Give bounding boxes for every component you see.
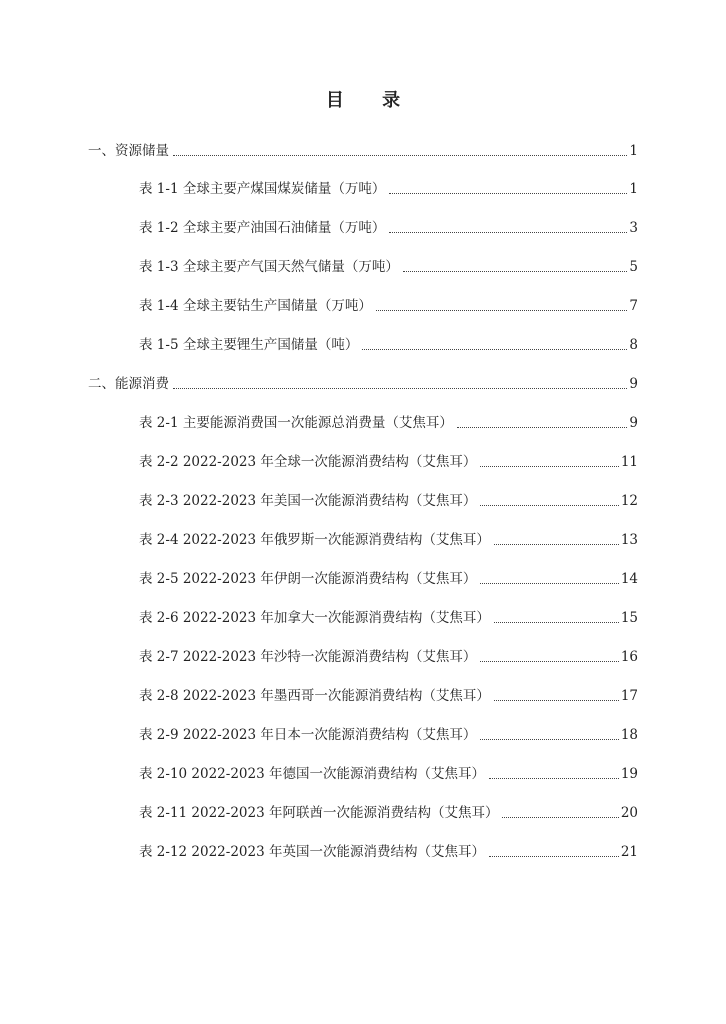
toc-entry-table-2-8[interactable] <box>139 685 638 707</box>
dot-leader <box>494 700 619 701</box>
toc-entry-label: 表 2-12 2022-2023 年英国一次能源消费结构（艾焦耳） <box>139 844 485 860</box>
toc-entry-table-2-3[interactable] <box>139 490 638 512</box>
toc-entry-label: 一、资源储量 <box>88 143 169 159</box>
toc-entry-page: 12 <box>620 493 638 509</box>
toc-entry-label: 表 2-6 2022-2023 年加拿大一次能源消费结构（艾焦耳） <box>139 610 490 626</box>
toc-entry-page: 14 <box>620 571 638 587</box>
toc-entry-label: 表 1-2 全球主要产油国石油储量（万吨） <box>139 220 386 236</box>
toc-entry-table-2-11[interactable] <box>139 802 638 824</box>
toc-entry-page: 16 <box>620 649 638 665</box>
toc-entry-label: 表 2-9 2022-2023 年日本一次能源消费结构（艾焦耳） <box>139 727 477 743</box>
dot-leader <box>480 583 618 584</box>
toc-entry-label: 表 2-11 2022-2023 年阿联酋一次能源消费结构（艾焦耳） <box>139 805 499 821</box>
toc-entry-table-2-6[interactable] <box>139 607 638 629</box>
toc-entry-table-1-2[interactable] <box>139 217 638 239</box>
dot-leader <box>173 155 627 156</box>
toc-entry-label: 表 2-10 2022-2023 年德国一次能源消费结构（艾焦耳） <box>139 766 485 782</box>
toc-entry-page: 20 <box>620 805 638 821</box>
toc-entry-page: 7 <box>629 298 638 314</box>
toc-entry-label: 表 1-5 全球主要锂生产国储量（吨） <box>139 337 359 353</box>
toc-entry-table-2-10[interactable] <box>139 763 638 785</box>
toc-entry-page: 11 <box>620 454 638 470</box>
toc-entry-label: 二、能源消费 <box>88 376 169 392</box>
toc-entry-table-1-5[interactable] <box>139 334 638 356</box>
dot-leader <box>403 271 628 272</box>
toc-entry-page: 1 <box>629 181 638 197</box>
toc-title: 目 录 <box>325 90 417 111</box>
toc-entry-page: 17 <box>620 688 638 704</box>
dot-leader <box>376 310 628 311</box>
dot-leader <box>480 739 618 740</box>
toc-entry-label: 表 2-2 2022-2023 年全球一次能源消费结构（艾焦耳） <box>139 454 477 470</box>
toc-entry-page: 18 <box>620 727 638 743</box>
toc-entry-label: 表 2-5 2022-2023 年伊朗一次能源消费结构（艾焦耳） <box>139 571 477 587</box>
toc-entry-table-2-9[interactable] <box>139 724 638 746</box>
toc-entry-table-1-4[interactable] <box>139 295 638 317</box>
toc-entry-page: 21 <box>620 844 638 860</box>
dot-leader <box>389 232 627 233</box>
toc-entry-table-1-1[interactable] <box>139 178 638 200</box>
toc-entry-page: 8 <box>629 337 638 353</box>
toc-entry-label: 表 2-4 2022-2023 年俄罗斯一次能源消费结构（艾焦耳） <box>139 532 490 548</box>
toc-entry-page: 1 <box>629 143 638 159</box>
dot-leader <box>489 778 619 779</box>
toc-entry-table-2-2[interactable] <box>139 451 638 473</box>
toc-entry-table-2-1[interactable] <box>139 412 638 434</box>
dot-leader <box>480 505 618 506</box>
dot-leader <box>389 193 627 194</box>
toc-entry-page: 9 <box>629 415 638 431</box>
toc-entry-label: 表 1-1 全球主要产煤国煤炭储量（万吨） <box>139 181 386 197</box>
toc-entry-table-1-3[interactable] <box>139 256 638 278</box>
toc-entry-page: 3 <box>629 220 638 236</box>
toc-entry-label: 表 1-4 全球主要钴生产国储量（万吨） <box>139 298 372 314</box>
toc-entry-table-2-12[interactable] <box>139 841 638 863</box>
toc-entry-page: 5 <box>629 259 638 275</box>
toc-entry-label: 表 2-1 主要能源消费国一次能源总消费量（艾焦耳） <box>139 415 453 431</box>
dot-leader <box>502 817 618 818</box>
dot-leader <box>457 427 628 428</box>
toc-entry-page: 19 <box>620 766 638 782</box>
toc-entry-table-2-5[interactable] <box>139 568 638 590</box>
dot-leader <box>494 622 619 623</box>
toc-entry-label: 表 2-3 2022-2023 年美国一次能源消费结构（艾焦耳） <box>139 493 477 509</box>
toc-entry-section-2[interactable] <box>88 373 638 395</box>
dot-leader <box>489 856 619 857</box>
dot-leader <box>362 349 627 350</box>
toc-entry-page: 9 <box>629 376 638 392</box>
toc-entry-table-2-7[interactable] <box>139 646 638 668</box>
toc-entry-page: 13 <box>620 532 638 548</box>
dot-leader <box>480 661 618 662</box>
dot-leader <box>173 388 627 389</box>
toc-entry-table-2-4[interactable] <box>139 529 638 551</box>
toc-entry-label: 表 2-7 2022-2023 年沙特一次能源消费结构（艾焦耳） <box>139 649 477 665</box>
toc-entry-label: 表 1-3 全球主要产气国天然气储量（万吨） <box>139 259 399 275</box>
toc-entry-label: 表 2-8 2022-2023 年墨西哥一次能源消费结构（艾焦耳） <box>139 688 490 704</box>
dot-leader <box>494 544 619 545</box>
dot-leader <box>480 466 618 467</box>
toc-entry-page: 15 <box>620 610 638 626</box>
toc-entry-section-1[interactable] <box>88 140 638 162</box>
